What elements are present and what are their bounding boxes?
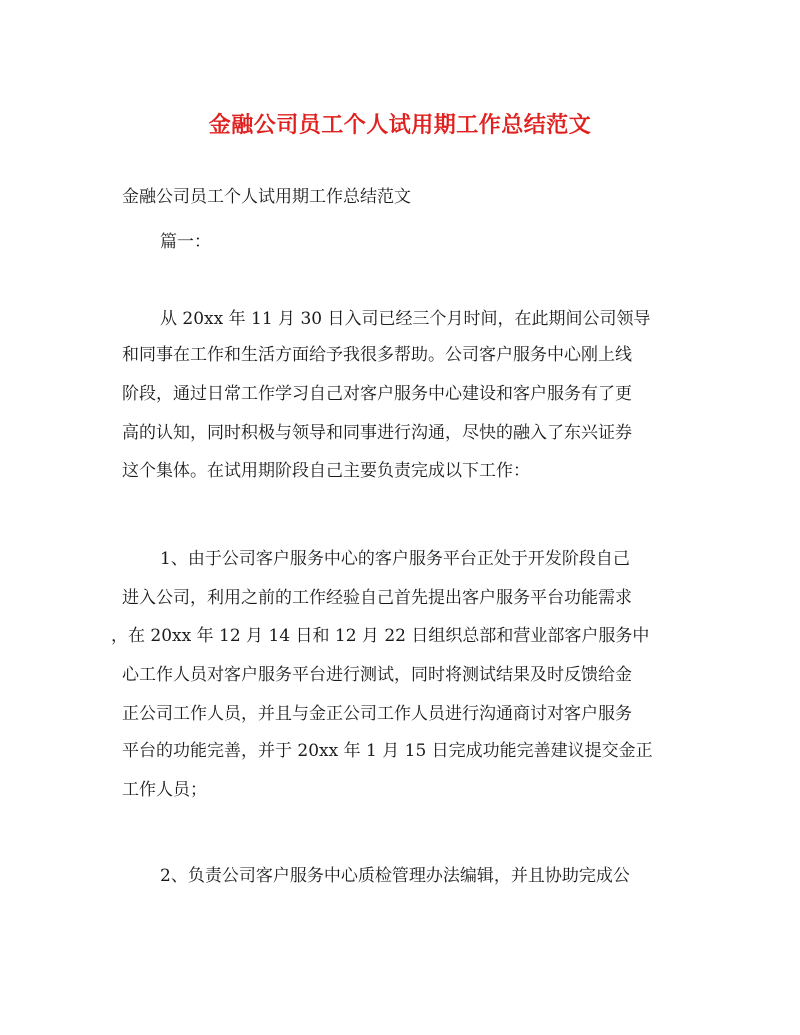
paragraph-2-line: 正公司工作人员，并且与金正公司工作人员进行沟通商讨对客户服务 <box>122 704 632 724</box>
paragraph-1-line: 和同事在工作和生活方面给予我很多帮助。公司客户服务中心刚上线 <box>122 345 632 365</box>
paragraph-1-line: 阶段，通过日常工作学习自己对客户服务中心建设和客户服务有了更 <box>122 384 632 404</box>
paragraph-1-line: 高的认知，同时积极与领导和同事进行沟通，尽快的融入了东兴证券 <box>122 423 632 443</box>
paragraph-2-line: 1、由于公司客户服务中心的客户服务平台正处于开发阶段自己 <box>160 549 630 569</box>
paragraph-2-line: 工作人员； <box>122 780 207 800</box>
paragraph-2-line: 平台的功能完善，并于 20xx 年 1 月 15 日完成功能完善建议提交金正 <box>122 741 653 761</box>
paragraph-2-line: 心工作人员对客户服务平台进行测试，同时将测试结果及时反馈给金 <box>122 665 632 685</box>
paragraph-2-line: 进入公司，利用之前的工作经验自己首先提出客户服务平台功能需求 <box>122 588 632 608</box>
document-subtitle: 金融公司员工个人试用期工作总结范文 <box>122 187 411 207</box>
part-label: 篇一： <box>160 232 211 252</box>
paragraph-1-line: 从 20xx 年 11 月 30 日入司已经三个月时间，在此期间公司领导 <box>160 309 651 329</box>
paragraph-2-line: ，在 20xx 年 12 月 14 日和 12 月 22 日组织总部和营业部客户服务中 <box>111 626 650 646</box>
paragraph-3-line: 2、负责公司客户服务中心质检管理办法编辑，并且协助完成公 <box>160 866 630 886</box>
document-title: 金融公司员工个人试用期工作总结范文 <box>208 112 592 138</box>
paragraph-1-line: 这个集体。在试用期阶段自己主要负责完成以下工作： <box>122 461 530 481</box>
